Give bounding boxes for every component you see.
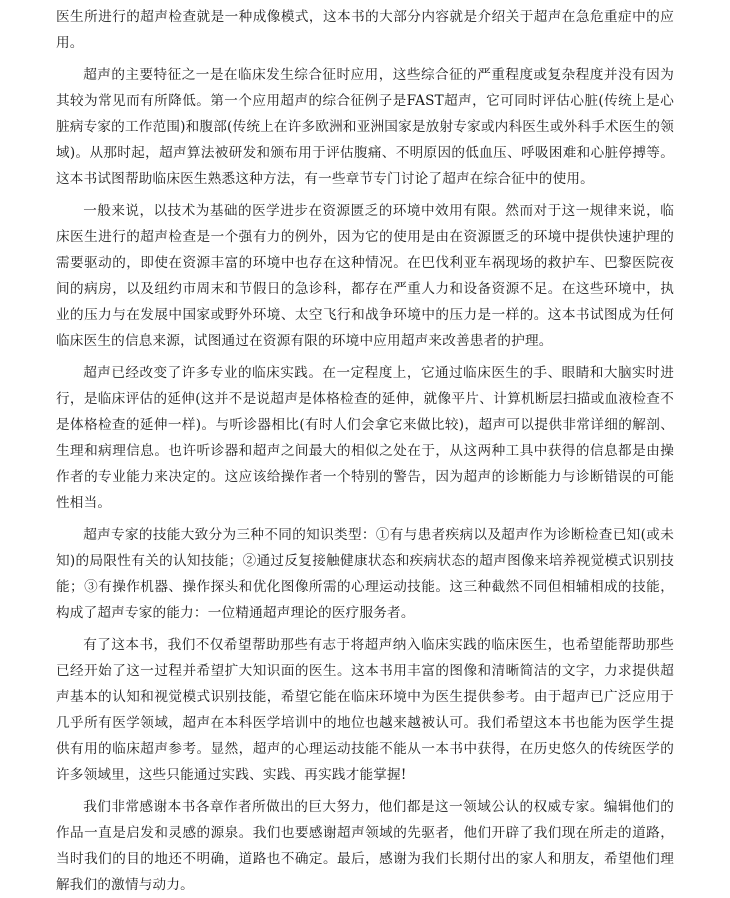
paragraph-3: 一般来说，以技术为基础的医学进步在资源匮乏的环境中效用有限。然而对于这一规律来说，临床医生进行的超声检查是一个强有力的例外，因为它的使用是由在资源匮乏的环境中提供快速护理的需要驱动的，即使在资源丰富的环境中也存在这种情况。在巴伐利亚车祸现场的救护车、巴黎医院夜间的病房，以及纽约市周末和节假日的急诊科，都存在严重人力和设备资源不足。在这些环境中，执业的压力与在发展中国家或野外环境、太空飞行和战争环境中的压力是一样的。这本书试图成为任何临床医生的信息来源，试图通过在资源有限的环境中应用超声来改善患者的护理。: [56, 203, 674, 349]
paragraph-6: 有了这本书，我们不仅希望帮助那些有志于将超声纳入临床实践的临床医生，也希望能帮助那些已经开始了这一过程并希望扩大知识面的医生。这本书用丰富的图像和清晰简洁的文字，力求提供超声基本的认知和视觉模式识别技能，希望它能在临床环境中为医生提供参考。由于超声已广泛应用于几乎所有医学领域，超声在本科医学培训中的地位也越来越被认可。我们希望这本书也能为医学生提供有用的临床超声参考。显然，超声的心理运动技能不能从一本书中获得，在历史悠久的传统医学的许多领域里，这些只能通过实践、实践、再实践才能掌握!: [56, 637, 674, 783]
document-page: [56, 0, 674, 893]
paragraph-5: 超声专家的技能大致分为三种不同的知识类型：①有与患者疾病以及超声作为诊断检查已知(或未知)的局限性有关的认知技能；②通过反复接触健康状态和疾病状态的超声图像来培养视觉模式识别技能；③有操作机器、操作探头和优化图像所需的心理运动技能。这三种截然不同但相辅相成的技能，构成了超声专家的能力：一位精通超声理论的医疗服务者。: [56, 527, 674, 621]
paragraph-7: 我们非常感谢本书各章作者所做出的巨大努力，他们都是这一领域公认的权威专家。编辑他们的作品一直是启发和灵感的源泉。我们也要感谢超声领域的先驱者，他们开辟了我们现在所走的道路，当时我们的目的地还不明确，道路也不确定。最后，感谢为我们长期付出的家人和朋友，希望他们理解我们的激情与动力。: [56, 799, 674, 893]
paragraph-2: 超声的主要特征之一是在临床发生综合征时应用，这些综合征的严重程度或复杂程度并没有因为其较为常见而有所降低。第一个应用超声的综合征例子是FAST超声，它可同时评估心脏(传统上是心脏病专家的工作范围)和腹部(传统上在许多欧洲和亚洲国家是放射专家或内科医生或外科手术医生的领域)。从那时起，超声算法被研发和颁布用于评估腹痛、不明原因的低血压、呼吸困难和心脏停搏等。这本书试图帮助临床医生熟悉这种方法，有一些章节专门讨论了超声在综合征中的使用。: [56, 67, 674, 187]
paragraph-4: 超声已经改变了许多专业的临床实践。在一定程度上，它通过临床医生的手、眼睛和大脑实时进行，是临床评估的延伸(这并不是说超声是体格检查的延伸，就像平片、计算机断层扫描或血液检查不是体格检查的延伸一样)。与听诊器相比(有时人们会拿它来做比较)，超声可以提供非常详细的解剖、生理和病理信息。也许听诊器和超声之间最大的相似之处在于，从这两种工具中获得的信息都是由操作者的专业能力来决定的。这应该给操作者一个特别的警告，因为超声的诊断能力与诊断错误的可能性相当。: [56, 365, 674, 511]
paragraph-1: 医生所进行的超声检查就是一种成像模式，这本书的大部分内容就是介绍关于超声在急危重症中的应用。: [56, 9, 674, 51]
